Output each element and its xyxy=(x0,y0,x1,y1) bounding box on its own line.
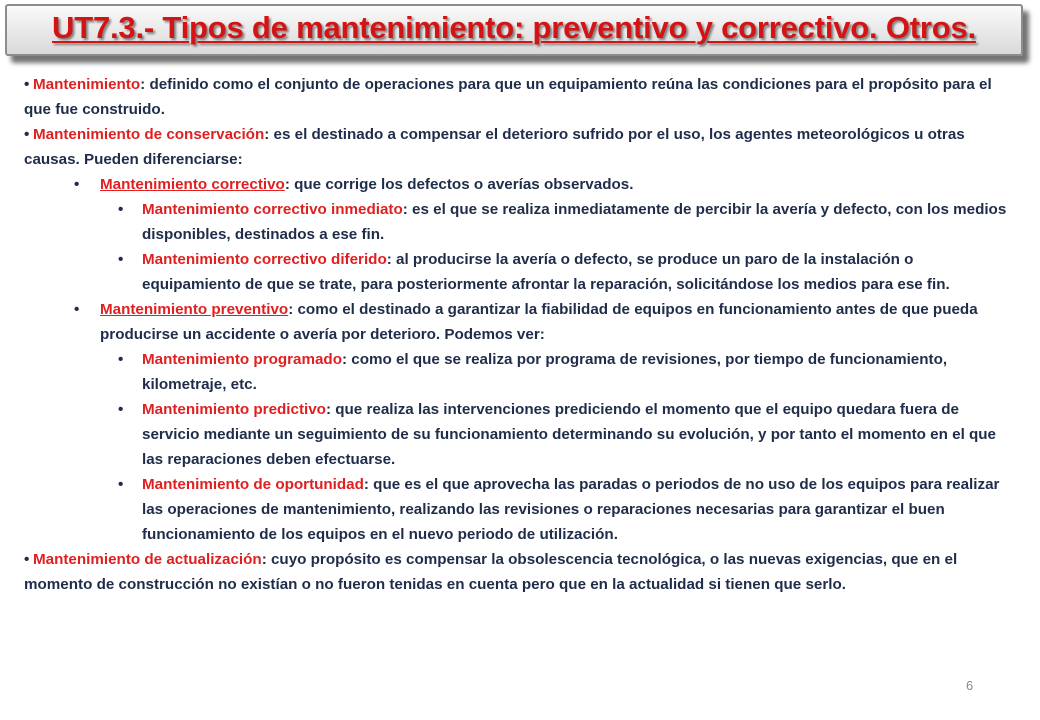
bullet-icon: • xyxy=(118,351,124,368)
definition: : como el destinado a garantizar la fiabilidad de equipos en funcionamiento antes de que pueda producirse un accidente o avería por deterioro. Podemos ver: xyxy=(100,301,978,343)
bullet-icon: • xyxy=(24,551,30,568)
definition: : es el que se realiza inmediatamente de percibir la avería y defecto, con los medios disponibles, destinados a ese fin. xyxy=(142,201,1007,243)
list-item xyxy=(24,172,1010,197)
term: Mantenimiento programado xyxy=(142,351,342,368)
term: Mantenimiento de actualización xyxy=(33,551,262,568)
list-item xyxy=(24,247,1010,297)
definition: : que realiza las intervenciones prediciendo el momento que el equipo quedara fuera de servicio mediante un seguimiento de su funcionamiento determinando su evolución, y por tanto el momento en el que las reparaciones deben efectuarse. xyxy=(142,401,997,468)
list-item xyxy=(24,297,1010,347)
definition: : que es el que aprovecha las paradas o periodos de no uso de los equipos para realizar las operaciones de mantenimiento, realizando las revisiones o reparaciones necesarias para garantizar el buen funcionamiento de los equipos en el nuevo periodo de utilización. xyxy=(142,476,1000,543)
bullet-icon: • xyxy=(118,251,124,268)
list-item xyxy=(24,472,1010,547)
term: Mantenimiento preventivo xyxy=(100,301,289,318)
definition: : cuyo propósito es compensar la obsolescencia tecnológica, o las nuevas exigencias, que en el momento de construcción no existían o no fueron tenidas en cuenta pero que en la actualidad si tienen que serlo. xyxy=(24,551,958,593)
bullet-icon: • xyxy=(24,76,30,93)
list-item xyxy=(24,547,1010,597)
definition: : como el que se realiza por programa de revisiones, por tiempo de funcionamiento, kilometraje, etc. xyxy=(142,351,948,393)
list-item xyxy=(24,72,1010,122)
term: Mantenimiento correctivo diferido xyxy=(142,251,387,268)
bullet-icon: • xyxy=(118,201,124,218)
term: Mantenimiento predictivo xyxy=(142,401,326,418)
bullet-icon: • xyxy=(118,476,124,493)
bullet-icon: • xyxy=(24,126,30,143)
list-item xyxy=(24,122,1010,172)
list-item xyxy=(24,397,1010,472)
bullet-icon: • xyxy=(74,176,80,193)
bullet-icon: • xyxy=(74,301,80,318)
term: Mantenimiento de oportunidad xyxy=(142,476,364,493)
definition: : es el destinado a compensar el deterioro sufrido por el uso, los agentes meteorológicos u otras causas. Pueden diferenciarse: xyxy=(24,126,965,168)
slide-body xyxy=(24,72,1010,597)
list-item xyxy=(24,347,1010,397)
slide-title: UT7.3.- Tipos de mantenimiento: preventivo y correctivo. Otros. xyxy=(52,10,976,45)
bullet-icon: • xyxy=(118,401,124,418)
term: Mantenimiento de conservación xyxy=(33,126,265,143)
title-banner xyxy=(5,4,1023,56)
term: Mantenimiento correctivo inmediato xyxy=(142,201,403,218)
definition: : que corrige los defectos o averías observados. xyxy=(284,176,634,193)
term: Mantenimiento xyxy=(33,76,141,93)
definition: : al producirse la avería o defecto, se produce un paro de la instalación o equipamiento de que se trate, para posteriormente afrontar la reparación, solicitándose los medios para ese fin. xyxy=(142,251,950,293)
term: Mantenimiento correctivo xyxy=(100,176,285,193)
definition: : definido como el conjunto de operaciones para que un equipamiento reúna las condiciones para el propósito para el que fue construido. xyxy=(24,76,992,118)
list-item xyxy=(24,197,1010,247)
slide-number: 6 xyxy=(966,678,974,693)
